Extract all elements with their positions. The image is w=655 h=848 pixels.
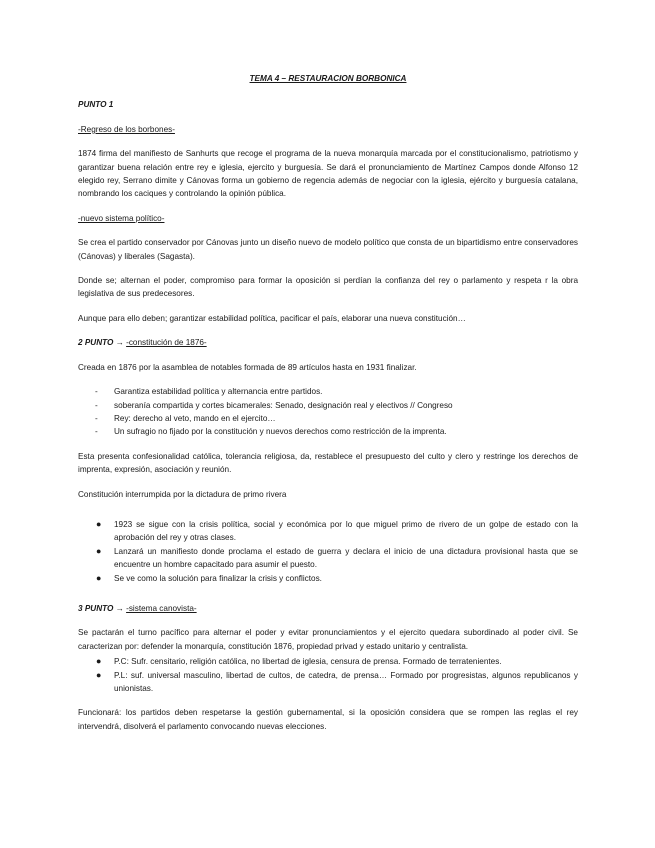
punto3-title: -sistema canovista- [126, 603, 197, 613]
dash-marker-icon: - [95, 400, 98, 410]
list-item: ● P.L: suf. universal masculino, libertad de cultos, de catedra, de prensa… Formado por progresistas, algunos republicanos y unionistas. [96, 669, 578, 693]
punto2-number: 2 PUNTO [78, 338, 114, 348]
list-item: ● 1923 se sigue con la crisis política, social y económica por lo que miguel primo de rivero de un golpe de estado con la aprobación del rey y otras clases. [96, 518, 578, 543]
punto3-number: 3 PUNTO [78, 603, 114, 613]
list-item: - Rey: derecho al veto, mando en el ejercito… [78, 412, 578, 425]
paragraph-alternan-poder: Donde se; alternan el poder, compromiso para formar la oposición si perdían la confianza del rey o parlamento y respeta r la obra legislativa de sus predecesores. [78, 276, 578, 299]
partidos-list [78, 655, 578, 695]
punto1-label: PUNTO 1 [78, 100, 114, 110]
constitucion-list [78, 385, 578, 439]
punto2-heading [78, 336, 578, 349]
bullet-icon: ● [96, 572, 102, 583]
list-item: ● Se ve como la solución para finalizar la crisis y conflictos. [78, 572, 578, 585]
bullet-icon: ● [96, 669, 102, 680]
list-item: ● Lanzará un manifiesto donde proclama el estado de guerra y declara el inicio de una dictadura provisional hasta que se encuentre un hombre capacitado para asumir el puesto. [96, 545, 578, 570]
punto3-heading [78, 602, 578, 615]
dash-marker-icon: - [95, 413, 98, 423]
punto2-title: -constitución de 1876- [126, 338, 207, 348]
paragraph-regreso: 1874 firma del manifiesto de Sanhurts que recoge el programa de la nueva monarquía marcada por el constitucionalismo, patriotismo y garantizar buena relación entre rey e iglesia, ejercito y burguesía. Se dará el pronunciamiento de Martínez Campos donde Alfonso 12 elegido rey, Serrano dimite y Cánovas forma un gobierno de regencia además de negociar con la iglesia, ejército y burguesía catalana, nombrando los caciques y controlando la opinión pública. [78, 149, 578, 199]
bullet-icon: ● [96, 545, 102, 556]
paragraph-partido-conservador: Se crea el partido conservador por Cánovas junto un diseño nuevo de modelo político que consta de un bipartidismo entre conservadores (Cánovas) y liberales (Sagasta). [78, 238, 578, 261]
section-title-regreso: -Regreso de los borbones- [78, 124, 175, 134]
list-item: ● P.C: Sufr. censitario, religión católica, no libertad de iglesia, censura de prensa. Formado de terratenientes. [78, 655, 578, 668]
section-title-sistema-politico: -nuevo sistema político- [78, 213, 165, 223]
dash-marker-icon: - [95, 387, 98, 397]
document-body [78, 72, 578, 744]
list-item: - Un sufragio no fijado por la constitución y nuevos derechos como restricción de la imprenta. [78, 425, 578, 438]
paragraph-interrumpida: Constitución interrumpida por la dictadura de primo rivera [78, 489, 287, 499]
paragraph-garantizar: Aunque para ello deben; garantizar estabilidad política, pacificar el país, elaborar una nueva constitución… [78, 313, 466, 323]
paragraph-creada-1876: Creada en 1876 por la asamblea de notables formada de 89 artículos hasta en 1931 finalizar. [78, 362, 417, 372]
dash-marker-icon: - [95, 427, 98, 437]
bullet-icon: ● [96, 656, 102, 667]
paragraph-confesionalidad: Esta presenta confesionalidad católica, tolerancia religiosa, da, restablece el presupuesto del culto y clero y restringe los derechos de imprenta, expresión, asociación y reunión. [78, 451, 578, 475]
paragraph-funcionara: Funcionará: los partidos deben respetarse la gestión gubernamental, si la oposición considera que se rompen las reglas el rey intervendrá, disolverá el parlamento convocando nuevas elecciones. [78, 708, 578, 731]
list-item: - soberanía compartida y cortes bicamerales: Senado, designación real y electivos // Congreso [78, 399, 578, 412]
list-item: - Garantiza estabilidad política y alternancia entre partidos. [78, 385, 578, 398]
bullet-icon: ● [96, 518, 102, 529]
dictadura-list [78, 518, 578, 585]
document-title: TEMA 4 – RESTAURACION BORBONICA [249, 74, 407, 83]
paragraph-turno-pacifico: Se pactarán el turno pacífico para alternar el poder y evitar pronunciamientos y el ejercito quedara subordinado al poder civil. Se caracterizan por: defender la monarquía, constitución 1876, propiedad privad y estado unitario y centralista. [78, 628, 578, 651]
arrow-right-icon: → [115, 603, 124, 613]
arrow-right-icon: → [115, 338, 124, 348]
